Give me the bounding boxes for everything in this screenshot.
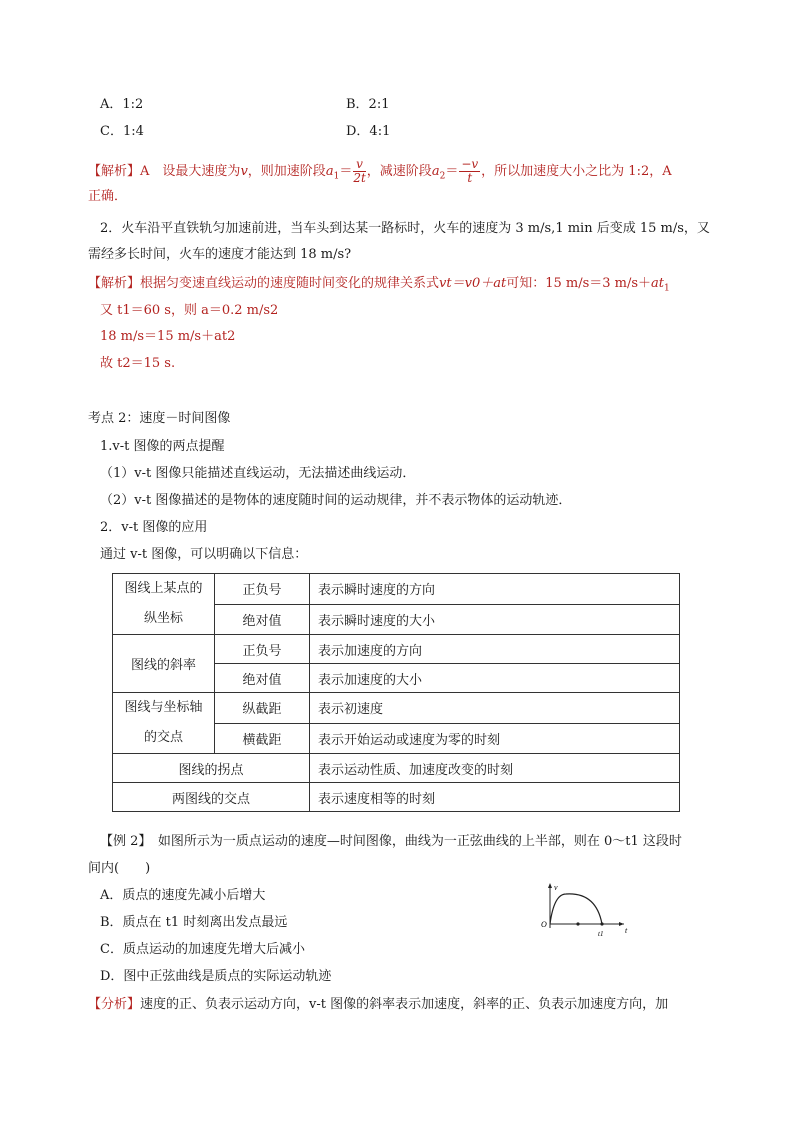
fraction-2: $\frac{-v}{t}$	[461, 157, 479, 185]
table-cell: 表示瞬时速度的大小	[310, 604, 680, 635]
table-cell: 表示加速度的大小	[310, 664, 680, 693]
table-cell: 两图线的交点	[113, 783, 310, 812]
q2-solution-line1: 【解析】根据匀变速直线运动的速度随时间变化的规律关系式vt＝v0＋at可知：15 m/s＝3 $m/s+at_1$	[88, 276, 670, 294]
table-cell: 横截距	[215, 723, 310, 754]
fraction-1: $\frac{v}{2t}$	[353, 157, 366, 185]
v-axis-arrow	[548, 883, 552, 888]
table-cell: 绝对值	[215, 664, 310, 693]
option-d: D．4:1	[346, 124, 391, 139]
table-cell: 表示速度相等的时刻	[310, 783, 680, 812]
example-option-b: B．质点在 t1 时刻离出发点最远	[100, 915, 288, 930]
option-b: B．2:1	[346, 97, 390, 112]
q1-analysis-cont: 正确．	[88, 189, 128, 204]
fig-t1-label: t1	[598, 930, 604, 938]
table-cell: 表示瞬时速度的方向	[310, 574, 680, 605]
section-p4: 2．v-t 图像的应用	[100, 520, 208, 535]
table-cell: 绝对值	[215, 604, 310, 635]
table-row	[113, 574, 680, 605]
sine-curve	[550, 894, 602, 924]
example-option-d: D．图中正弦曲线是质点的实际运动轨迹	[100, 969, 332, 984]
q2-solution-line3: 18 m/s＝15 m/s＋at2	[100, 329, 236, 344]
table-row	[113, 783, 680, 812]
table-cell: 纵截距	[215, 693, 310, 724]
example-analysis: 【分析】速度的正、负表示运动方向，v-t 图像的斜率表示加速度，斜率的正、负表示加速度方向，加	[88, 997, 669, 1012]
table-cell-group: 图线的斜率	[113, 635, 215, 693]
q1-analysis: 【解析】A 设最大速度为v，则加速阶段$a_1=$ $\frac{v}{2t}$ ，减速阶段$a_2=$ $\frac{-v}{t}$ ，所以加速度大小之比为 1:2，A	[88, 157, 672, 185]
midpoint-dot	[576, 922, 579, 925]
option-c: C．1:4	[100, 124, 144, 139]
table-cell: 表示开始运动或速度为零的时刻	[310, 723, 680, 754]
vt-info-table	[112, 573, 680, 812]
table-row	[113, 693, 680, 724]
option-a: A．1:2	[100, 97, 144, 112]
q2-line2: 需经多长时间，火车的速度才能达到 18 m/s?	[88, 247, 352, 262]
example-option-c: C．质点运动的加速度先增大后减小	[100, 942, 305, 957]
section-p1: 1.v-t 图像的两点提醒	[100, 439, 225, 454]
fig-t-label: t	[625, 926, 628, 935]
table-cell: 正负号	[215, 635, 310, 664]
vt-graph-figure	[536, 878, 636, 938]
table-row	[113, 754, 680, 783]
table-cell: 图线的拐点	[113, 754, 310, 783]
fig-origin-label: O	[541, 920, 547, 929]
table-cell: 正负号	[215, 574, 310, 605]
table-cell: 表示初速度	[310, 693, 680, 724]
t1-dot	[600, 922, 603, 925]
example-option-a: A．质点的速度先减小后增大	[100, 888, 266, 903]
table-cell: 表示加速度的方向	[310, 635, 680, 664]
section-title: 考点 2：速度－时间图像	[88, 411, 231, 426]
analysis-tag: 【解析】	[88, 164, 141, 179]
section-p5: 通过 v-t 图像，可以明确以下信息：	[100, 547, 308, 562]
q2-solution-line4: 故 t2＝15 s.	[100, 356, 176, 371]
section-p3: （2）v-t 图像描述的是物体的速度随时间的运动规律，并不表示物体的运动轨迹．	[100, 493, 572, 508]
example-stem-line2: 间内( )	[88, 861, 151, 876]
table-row	[113, 635, 680, 664]
q2-line1: 2．火车沿平直铁轨匀加速前进，当车头到达某一路标时，火车的速度为 3 m/s,1 min 后变成 15 m/s，又	[100, 221, 710, 236]
table-cell-group: 图线与坐标轴 的交点	[113, 693, 215, 754]
table-cell: 表示运动性质、加速度改变的时刻	[310, 754, 680, 783]
example-stem-line1: 【例 2】 如图所示为一质点运动的速度—时间图像，曲线为一正弦曲线的上半部，则在 0～t1 这段时	[100, 834, 682, 849]
fig-v-label: v	[554, 883, 558, 892]
table-cell-group: 图线上某点的 纵坐标	[113, 574, 215, 635]
q2-solution-line2: 又 t1＝60 s，则 a＝0.2 m/s2	[100, 303, 279, 318]
t-axis-arrow	[619, 922, 624, 926]
section-p2: （1）v-t 图像只能描述直线运动，无法描述曲线运动．	[100, 466, 416, 481]
